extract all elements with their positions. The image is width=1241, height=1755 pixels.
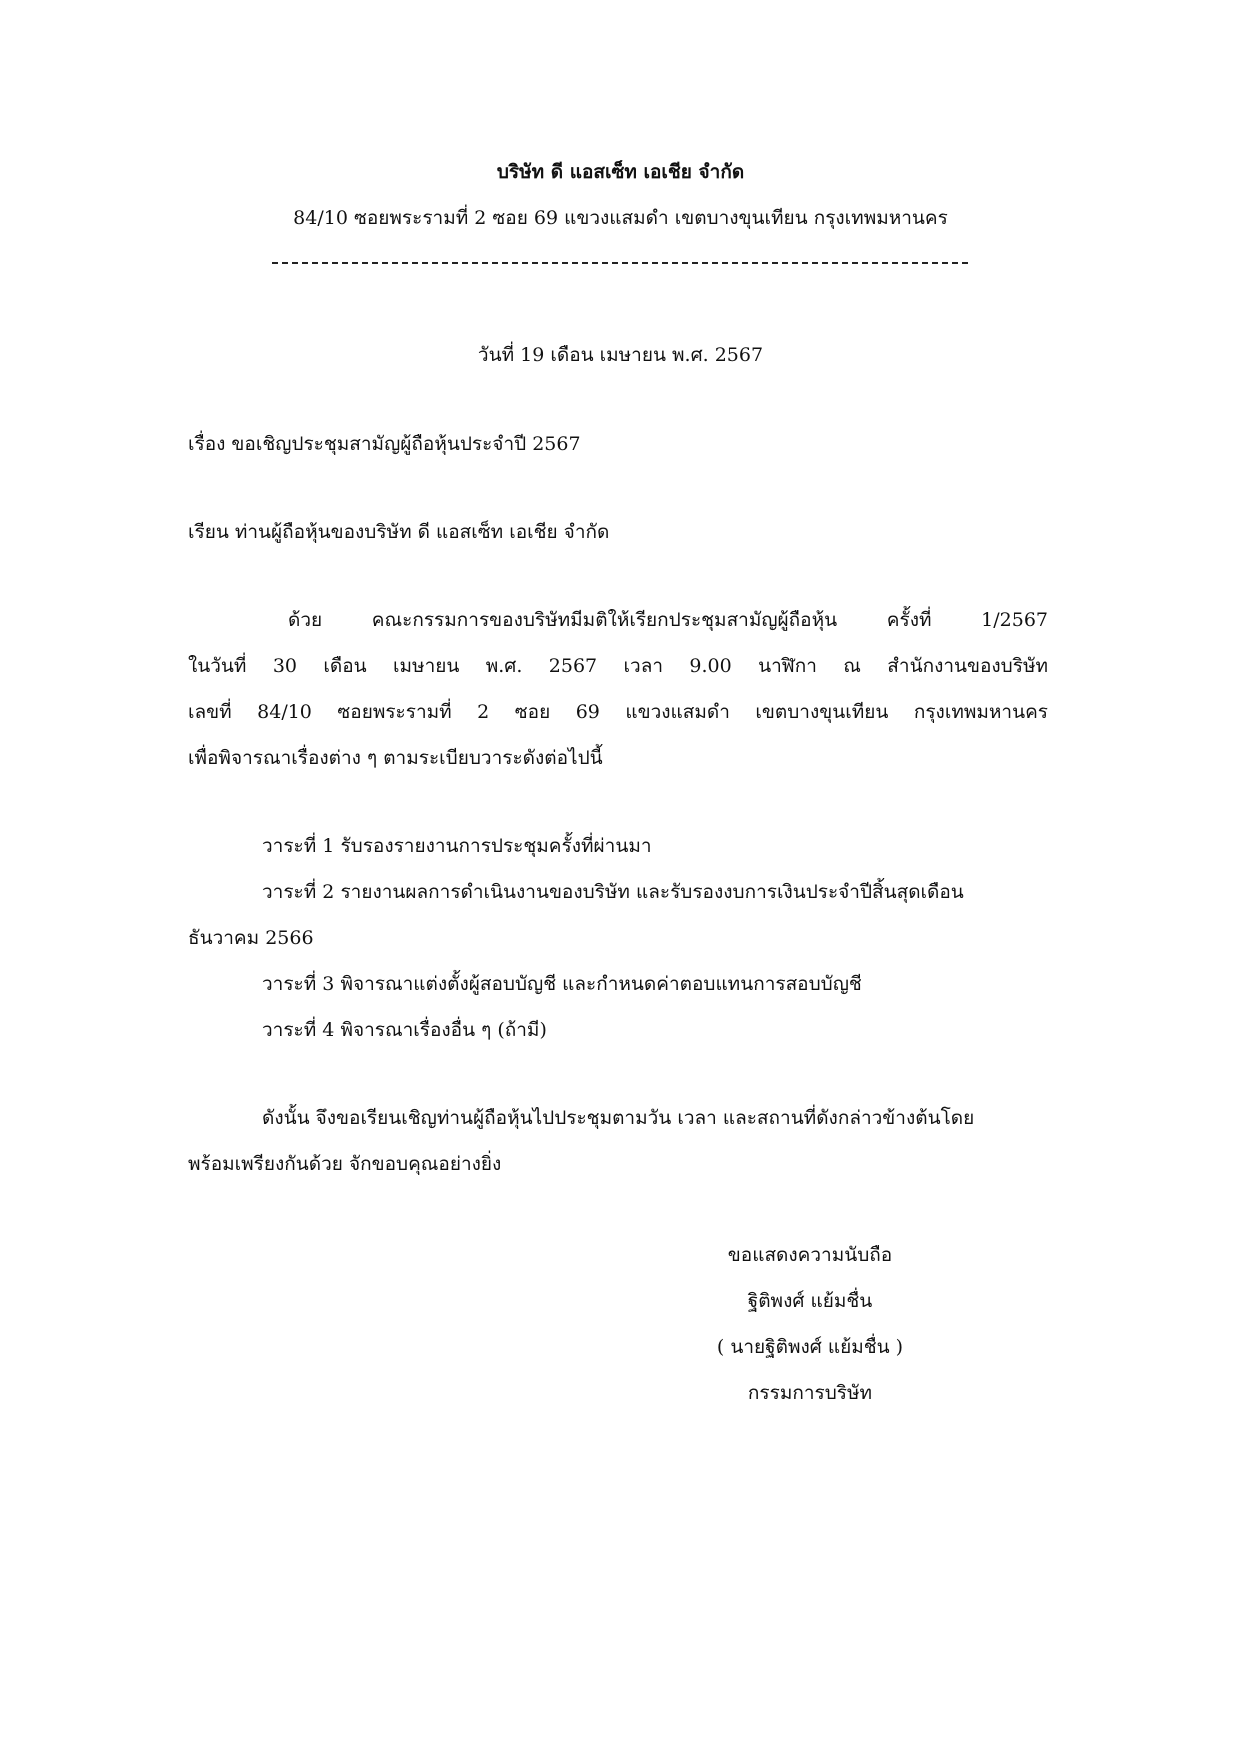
letter-date: วันที่ 19 เดือน เมษายน พ.ศ. 2567 — [477, 344, 764, 366]
company-address: 84/10 ซอยพระรามที่ 2 ซอย 69 แขวงแสมดำ เขตบางขุนเทียน กรุงเทพมหานคร — [293, 207, 948, 229]
signature-position: กรรมการบริษัท — [747, 1382, 873, 1404]
intro-line-4: เพื่อพิจารณาเรื่องต่าง ๆ ตามระเบียบวาระดังต่อไปนี้ — [188, 747, 603, 769]
agenda-item-2: วาระที่ 2 รายงานผลการดำเนินงานของบริษัท และรับรองงบการเงินประจำปีสิ้นสุดเดือน — [262, 881, 964, 903]
agenda-item-2-cont: ธันวาคม 2566 — [188, 927, 314, 949]
letter-salutation: เรียน ท่านผู้ถือหุ้นของบริษัท ดี แอสเซ็ท เอเชีย จำกัด — [188, 521, 610, 543]
intro-line-2: ในวันที่ 30 เดือน เมษายน พ.ศ. 2567 เวลา 9.00 นาฬิกา ณ สำนักงานของบริษัท — [188, 655, 1048, 677]
closing-line-2: พร้อมเพรียงกันด้วย จักขอบคุณอย่างยิ่ง — [188, 1153, 502, 1175]
signature-name: ฐิติพงศ์ แย้มชื่น — [747, 1290, 873, 1312]
letter-subject: เรื่อง ขอเชิญประชุมสามัญผู้ถือหุ้นประจำปี 2567 — [188, 433, 581, 455]
agenda-item-4: วาระที่ 4 พิจารณาเรื่องอื่น ๆ (ถ้ามี) — [262, 1019, 547, 1041]
company-name: บริษัท ดี แอสเซ็ท เอเชีย จำกัด — [496, 161, 745, 183]
header-divider — [272, 262, 968, 264]
closing-line-1: ดังนั้น จึงขอเรียนเชิญท่านผู้ถือหุ้นไปประชุมตามวัน เวลา และสถานที่ดังกล่าวข้างต้นโดย — [262, 1107, 975, 1129]
signature-printed-name: ( นายฐิติพงศ์ แย้มชื่น ) — [716, 1336, 904, 1358]
intro-line-3: เลขที่ 84/10 ซอยพระรามที่ 2 ซอย 69 แขวงแสมดำ เขตบางขุนเทียน กรุงเทพมหานคร — [188, 701, 1048, 723]
intro-line-1: ด้วย คณะกรรมการของบริษัทมีมติให้เรียกประชุมสามัญผู้ถือหุ้น ครั้งที่ 1/2567 — [288, 609, 1048, 631]
agenda-item-1: วาระที่ 1 รับรองรายงานการประชุมครั้งที่ผ่านมา — [262, 835, 652, 857]
signature-regards: ขอแสดงความนับถือ — [727, 1244, 893, 1266]
agenda-item-3: วาระที่ 3 พิจารณาแต่งตั้งผู้สอบบัญชี และกำหนดค่าตอบแทนการสอบบัญชี — [262, 973, 862, 995]
